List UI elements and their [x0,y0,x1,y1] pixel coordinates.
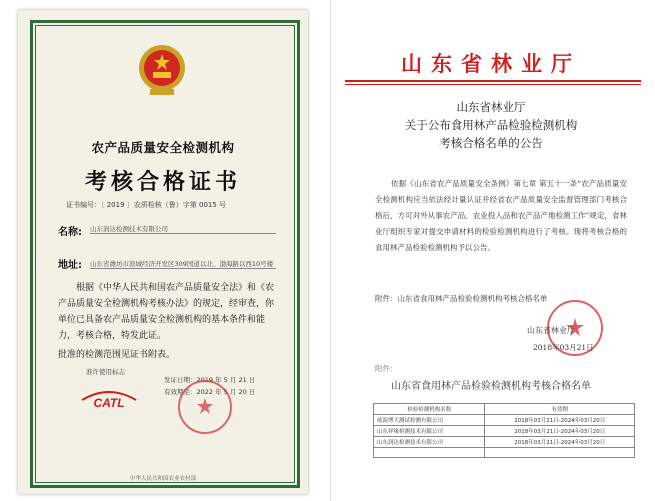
table-cell: 2018年03月21日-2024年03月20日 [485,415,635,426]
table-cell: 2018年03月21日-2024年03月20日 [485,437,635,448]
table-cell: 2018年03月21日-2024年03月20日 [485,426,635,437]
notice-attachment: 附件：山东省食用林产品检验检测机构考核合格名单 [375,294,548,303]
notice-paragraph: 依据《山东省农产品质量安全条例》第七章 第五十一条“农产品质量安全检测机构应当依法经计量认证并经省农产品质量安全监督管理部门考核合格后，方可对外从事农产品、农业投入品和农产品产地检测工作”规定，省林业厅组织专家对提交申请材料的检验检测机构进行了考核。现将考核合格的食用林产品检验检测机构予以公告。 [375,179,627,252]
national-emblem-icon [136,40,188,100]
issue-date: 发证日期：2019 年 5 月 21 日 [164,376,256,384]
notice-title-line: 关于公布食用林产品检验检测机构 [404,118,578,132]
table-cell: 山东润达检测技术有限公司 [374,437,485,448]
name-label: 名称: [58,227,82,238]
certificate-scope: 批准的检测范围见证书附表。 [58,350,176,360]
valid-until: 有效期至：2022 年 5 月 20 日 [164,388,256,396]
qualified-list-table [373,403,635,458]
list-title: 山东省食用林产品检验检测机构考核合格名单 [391,381,591,392]
table-cell [374,448,485,458]
table-row [374,448,635,458]
name-value: 山东润达检测技术有限公司 [90,224,276,234]
certificate-title: 农产品质量安全检测机构 [91,140,235,155]
notice-title [331,98,651,152]
forestry-notice [330,0,655,501]
attachment-label: 附件： [375,364,398,373]
header-rule [345,80,641,82]
table-header: 有效期 [485,404,635,415]
catl-logo-icon [78,386,140,410]
notice-title-line: 考核合格名单的公告 [439,136,543,150]
notice-org: 山东省林业厅 [527,326,575,335]
table-row [374,437,635,448]
ministry-seal-icon [176,378,234,436]
address-value: 山东省潍坊市滨城经济开发区309国道以北、渤海路以西10号楼 [90,259,276,269]
certificate-body: 根据《中华人民共和国农产品质量安全法》和《农产品质量安全检测机构考核办法》的规定，经审查，你单位已具备农产品质量安全检测机构的基本条件和能力，考核合格，特发此证。 [58,283,275,341]
svg-text:CATL: CATL [93,396,125,410]
certificate-number: 证书编号：〔 2019 〕农质检核（鲁）字第 0015 号 [66,201,227,209]
table-row [374,415,635,426]
notice-header: 山东省林业厅 [401,51,581,76]
notice-date: 2018年03月21日 [533,343,594,352]
certificate-issuer: 中华人民共和国农业农村部 [129,476,196,482]
table-cell [485,448,635,458]
table-header: 检验检测机构名称 [374,404,485,415]
address-label: 地址: [58,260,82,271]
notice-title-line: 山东省林业厅 [456,100,526,114]
certificate [18,10,308,494]
table-row [374,426,635,437]
table-cell: 山东祥缘检测技术有限公司 [374,426,485,437]
header-rule-thin [345,84,641,85]
mark-label: 准许使用标志 [86,368,125,376]
certificate-big-title: 考核合格证书 [84,169,241,195]
table-cell: 威海博大测试检测有限公司 [374,415,485,426]
table-header-row [374,404,635,415]
